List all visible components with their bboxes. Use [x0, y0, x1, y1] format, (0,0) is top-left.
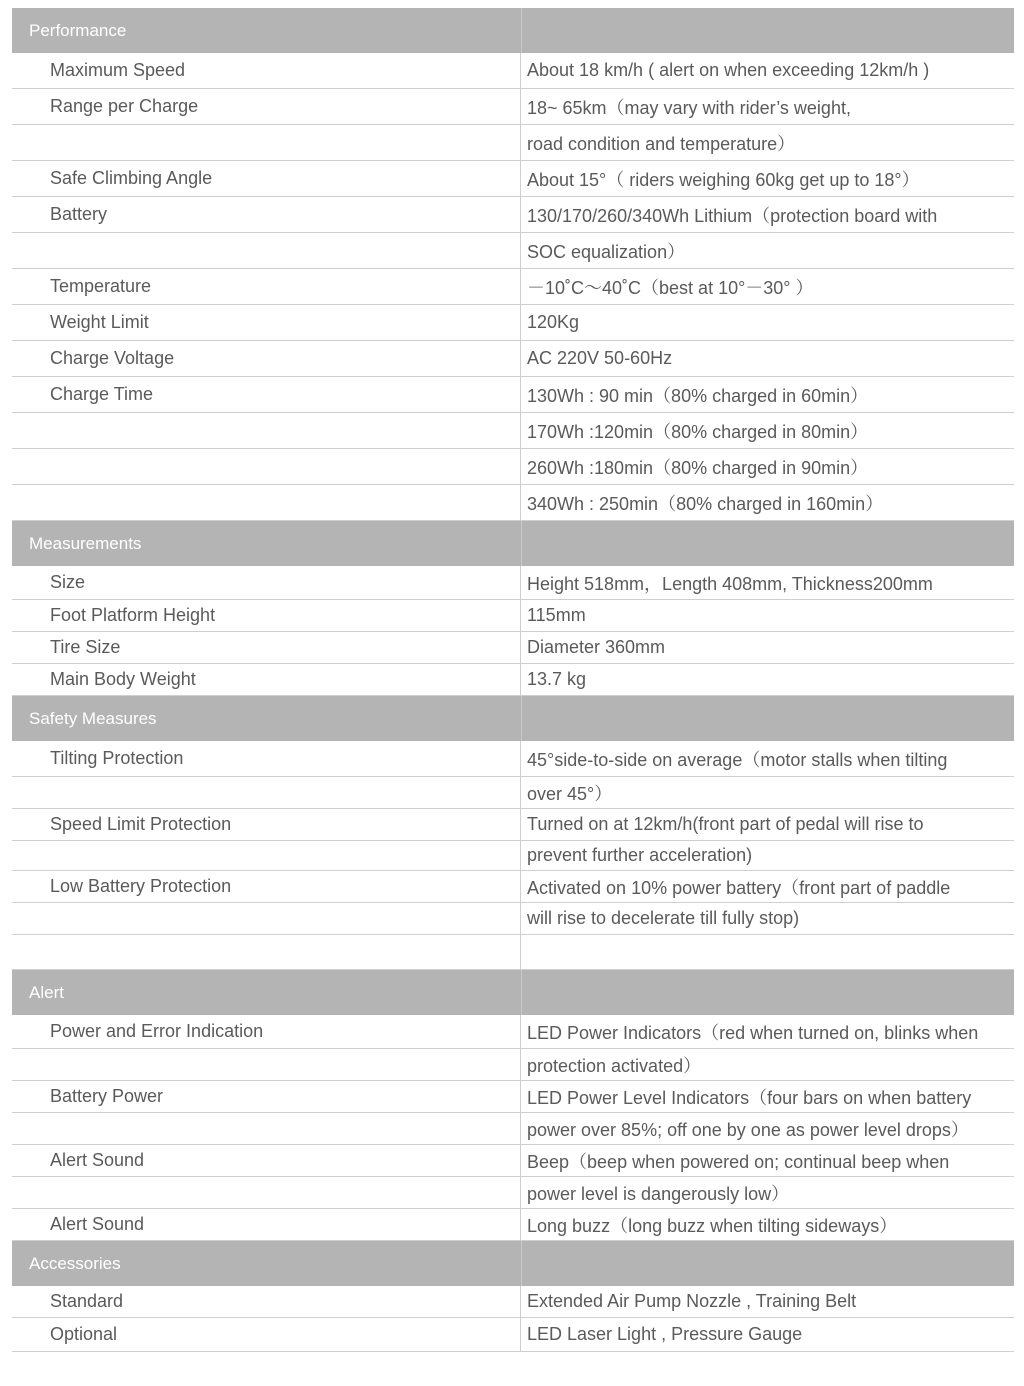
- spec-label: Maximum Speed: [12, 53, 521, 88]
- spec-label: Main Body Weight: [12, 664, 521, 695]
- spec-value: 130/170/260/340Wh Lithium（protection board with: [527, 205, 938, 226]
- spec-label: [12, 1113, 521, 1144]
- spec-row: [12, 89, 1014, 125]
- spec-label: [12, 935, 521, 969]
- section-header-value: [521, 521, 1014, 566]
- spec-row: [12, 664, 1014, 696]
- spec-value: power over 85%; off one by one as power level drops）: [527, 1119, 969, 1140]
- spec-label: Battery: [12, 197, 521, 232]
- spec-row: [12, 1015, 1014, 1049]
- spec-row: [12, 809, 1014, 841]
- spec-row: [12, 777, 1014, 809]
- spec-row: [12, 377, 1014, 413]
- spec-row: [12, 269, 1014, 305]
- spec-label: Temperature: [12, 269, 521, 304]
- spec-value: LED Power Indicators（red when turned on, blinks when: [527, 1022, 979, 1043]
- spec-row: [12, 1286, 1014, 1318]
- spec-row: [12, 413, 1014, 449]
- spec-value: 130Wh : 90 min（80% charged in 60min）: [527, 385, 869, 406]
- spec-label: Tilting Protection: [12, 741, 521, 776]
- spec-row: [12, 1049, 1014, 1081]
- spec-label: [12, 485, 521, 520]
- spec-row: [12, 600, 1014, 632]
- spec-value: 13.7 kg: [527, 669, 587, 689]
- spec-value: LED Power Level Indicators（four bars on when battery: [527, 1087, 972, 1108]
- spec-value: 340Wh : 250min（80% charged in 160min）: [527, 493, 884, 514]
- spec-value: road condition and temperature）: [527, 133, 796, 154]
- spec-table: [12, 8, 1014, 1352]
- spec-value: [521, 935, 1014, 969]
- spec-value: 18~ 65km（may vary with rider’s weight,: [527, 97, 851, 118]
- spec-row: [12, 841, 1014, 871]
- spec-label: [12, 841, 521, 870]
- spec-label: Power and Error Indication: [12, 1015, 521, 1048]
- section-header-value: [521, 696, 1014, 741]
- spec-value: Long buzz（long buzz when tilting sideways）: [527, 1215, 898, 1236]
- spec-label: [12, 233, 521, 268]
- spec-row: [12, 741, 1014, 777]
- spec-label: Standard: [12, 1286, 521, 1317]
- section-title: Accessories: [29, 1253, 121, 1273]
- section-header: [12, 970, 1014, 1015]
- spec-value: Activated on 10% power battery（front part of paddle: [527, 877, 951, 898]
- spec-value: About 15°（ riders weighing 60kg get up to 18°）: [527, 169, 920, 190]
- spec-value: Extended Air Pump Nozzle , Training Belt: [527, 1291, 857, 1311]
- spec-value: Diameter 360mm: [527, 637, 666, 657]
- spec-label: Weight Limit: [12, 305, 521, 340]
- spec-row: [12, 1081, 1014, 1113]
- spec-value: SOC equalization）: [527, 241, 686, 262]
- spec-label: Safe Climbing Angle: [12, 161, 521, 196]
- spec-value: About 18 km/h ( alert on when exceeding 12km/h ): [527, 60, 930, 80]
- spec-row: [12, 1145, 1014, 1177]
- spec-value: 120Kg: [527, 312, 580, 332]
- spec-row: [12, 449, 1014, 485]
- spec-row: [12, 1209, 1014, 1241]
- spec-row: [12, 233, 1014, 269]
- spec-row: [12, 1318, 1014, 1352]
- spec-label: Battery Power: [12, 1081, 521, 1112]
- spec-value: 260Wh :180min（80% charged in 90min）: [527, 457, 869, 478]
- section-title: Performance: [29, 20, 127, 40]
- spec-label: [12, 413, 521, 448]
- section-header-value: [521, 970, 1014, 1015]
- section-header: [12, 1241, 1014, 1286]
- spec-value: 115mm: [527, 605, 586, 625]
- spec-row: [12, 903, 1014, 935]
- spec-row: [12, 485, 1014, 521]
- spec-row: [12, 305, 1014, 341]
- spec-value: Height 518mm，Length 408mm, Thickness200mm: [527, 573, 933, 594]
- spec-row: [12, 341, 1014, 377]
- spec-value: －10˚C～40˚C（best at 10°－30° ）: [527, 277, 814, 298]
- section-header: [12, 8, 1014, 53]
- spec-value: will rise to decelerate till fully stop): [527, 908, 800, 928]
- spec-value: protection activated）: [527, 1055, 702, 1076]
- section-title: Alert: [29, 982, 64, 1002]
- spec-value: 170Wh :120min（80% charged in 80min）: [527, 421, 869, 442]
- spec-label: Optional: [12, 1318, 521, 1351]
- spec-label: Range per Charge: [12, 89, 521, 124]
- spec-row: [12, 632, 1014, 664]
- spec-value: prevent further acceleration): [527, 845, 753, 865]
- spec-label: Tire Size: [12, 632, 521, 663]
- spec-label: Charge Voltage: [12, 341, 521, 376]
- spec-row: [12, 161, 1014, 197]
- spec-label: Charge Time: [12, 377, 521, 412]
- spec-label: [12, 449, 521, 484]
- spec-row: [12, 125, 1014, 161]
- spec-row: [12, 197, 1014, 233]
- section-header: [12, 521, 1014, 566]
- spec-row: [12, 935, 1014, 970]
- spec-row: [12, 566, 1014, 600]
- spec-row: [12, 53, 1014, 89]
- spec-row: [12, 1177, 1014, 1209]
- spec-label: Alert Sound: [12, 1145, 521, 1176]
- spec-label: [12, 1177, 521, 1208]
- spec-label: [12, 1049, 521, 1080]
- spec-value: AC 220V 50-60Hz: [527, 348, 673, 368]
- spec-value: LED Laser Light , Pressure Gauge: [527, 1324, 803, 1344]
- section-title: Measurements: [29, 533, 142, 553]
- spec-label: Alert Sound: [12, 1209, 521, 1240]
- spec-label: Low Battery Protection: [12, 871, 521, 902]
- spec-label: Foot Platform Height: [12, 600, 521, 631]
- spec-row: [12, 1113, 1014, 1145]
- spec-label: [12, 777, 521, 808]
- section-title: Safety Measures: [29, 708, 157, 728]
- spec-value: power level is dangerously low）: [527, 1183, 790, 1204]
- section-header: [12, 696, 1014, 741]
- spec-label: Size: [12, 566, 521, 599]
- spec-label: Speed Limit Protection: [12, 809, 521, 840]
- section-header-value: [521, 1241, 1014, 1286]
- spec-row: [12, 871, 1014, 903]
- spec-value: Beep（beep when powered on; continual beep when: [527, 1151, 950, 1172]
- spec-label: [12, 903, 521, 934]
- section-header-value: [521, 8, 1014, 53]
- spec-label: [12, 125, 521, 160]
- spec-value: over 45°）: [527, 783, 613, 804]
- spec-value: Turned on at 12km/h(front part of pedal will rise to: [527, 814, 924, 834]
- spec-value: 45°side-to-side on average（motor stalls when tilting: [527, 749, 948, 770]
